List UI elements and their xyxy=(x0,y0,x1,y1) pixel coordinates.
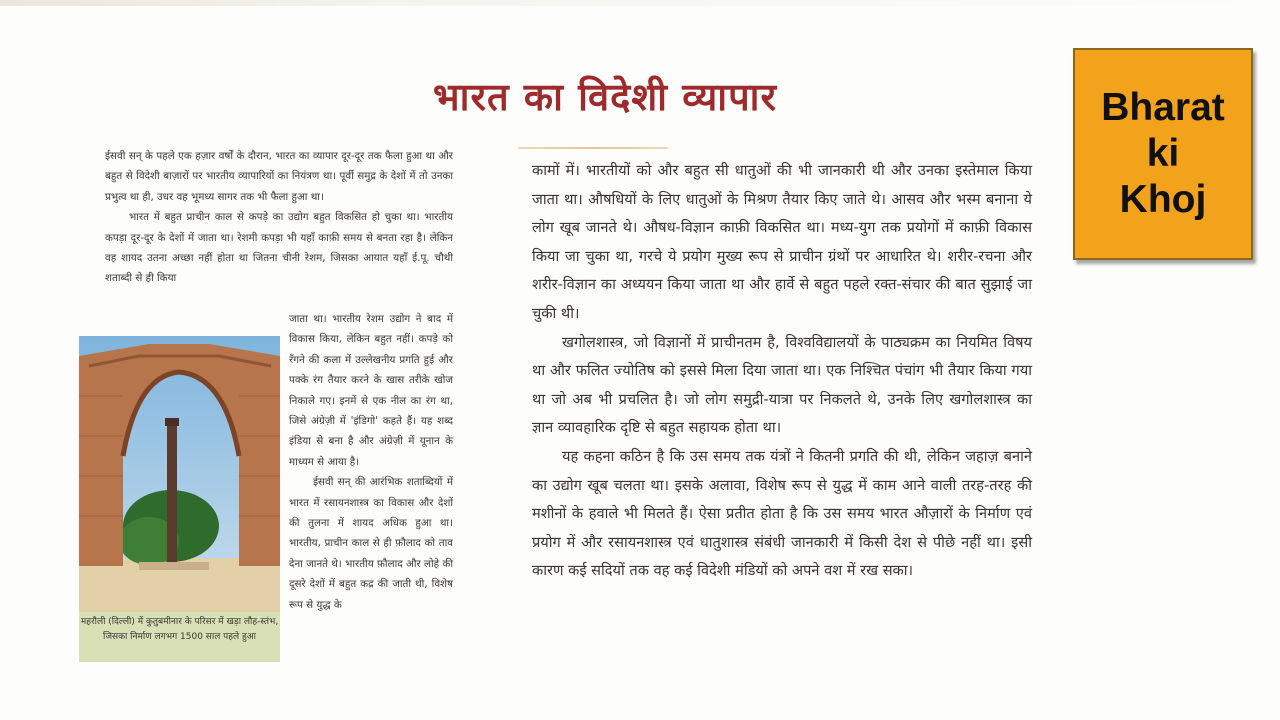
right-paragraph-2: खगोलशास्त्र, जो विज्ञानों में प्राचीनतम है, विश्वविद्यालयों के पाठ्यक्रम का नियमित विषय था और फलित ज्योतिष को इससे मिला दिया जाता था। एक निश्चित पंचांग भी तैयार किया गया था जो अब भी प्रचलित है। जो लोग समुद्री-यात्रा पर निकलते थे, उनके लिए खगोलशास्त्र का ज्ञान व्यावहारिक दृष्टि से बहुत सहायक होता था। xyxy=(532,333,1032,437)
left-column-wrap-text xyxy=(289,309,453,615)
iron-pillar-photo xyxy=(79,336,280,612)
left-paragraph-2-continued: जाता था। भारतीय रेशम उद्योग ने बाद में विकास किया, लेकिन बहुत नहीं। कपड़े को रँगने की कला में उल्लेखनीय प्रगति हुई और पक्के रंग तैयार करने के खास तरीके खोज निकाले गए। इनमें से एक नील का रंग था, जिसे अंग्रेज़ी में 'इंडिगो' कहते हैं। यह शब्द इंडिया से बना है और अंग्रेज़ी में यूनान के माध्यम से आया है। xyxy=(289,313,453,468)
column-divider xyxy=(518,147,668,149)
left-column-text xyxy=(105,146,453,289)
badge-line-1: Bharat xyxy=(1101,86,1225,129)
page-title: भारत का विदेशी व्यापार xyxy=(432,75,778,119)
badge-line-2: ki xyxy=(1146,132,1180,175)
image-caption: महरौली (दिल्ली) में कुतुबमीनार के परिसर में खड़ा लौह-स्तंभ, जिसका निर्माण लगभग 1500 साल पहले हुआ xyxy=(79,612,280,662)
top-edge-strip xyxy=(0,0,1280,6)
bharat-ki-khoj-badge xyxy=(1073,48,1253,260)
right-column-text xyxy=(532,157,1032,586)
left-paragraph-2: भारत में बहुत प्राचीन काल से कपड़े का उद्योग बहुत विकसित हो चुका था। भारतीय कपड़ा दूर-दूर के देशों में जाता था। रेशमी कपड़ा भी यहाँ काफ़ी समय से बनता रहा है। लेकिन वह शायद उतना अच्छा नहीं होता था जितना चीनी रेशम, जिसका आयात यहाँ ई.पू. चौथी शताब्दी से ही किया xyxy=(105,211,453,285)
left-paragraph-3: ईसवी सन् की आरंभिक शताब्दियों में भारत में रसायनशास्त्र का विकास और देशों की तुलना में शायद अधिक हुआ था। भारतीय, प्राचीन काल से ही फ़ौलाद को ताव देना जानते थे। भारतीय फ़ौलाद और लोहे की दूसरे देशों में बहुत कद्र की जाती थी, विशेष रूप से युद्ध के xyxy=(289,476,453,611)
left-paragraph-1: ईसवी सन् के पहले एक हज़ार वर्षों के दौरान, भारत का व्यापार दूर-दूर तक फैला हुआ था और बहुत से विदेशी बाज़ारों पर भारतीय व्यापारियों का नियंत्रण था। पूर्वी समुद्र के देशों में तो उनका प्रभुत्व था ही, उधर वह भूमध्य सागर तक भी फैला हुआ था। xyxy=(105,150,453,203)
right-paragraph-1: कामों में। भारतीयों को और बहुत सी धातुओं की भी जानकारी थी और उनका इस्तेमाल किया जाता था। औषधियों के लिए धातुओं के मिश्रण तैयार किए जाते थे। आसव और भस्म बनाना ये लोग खूब जानते थे। औषध-विज्ञान काफ़ी विकसित था। मध्य-युग तक प्रयोगों में काफ़ी विकास किया जा चुका था, गरचे ये प्रयोग मुख्य रूप से प्राचीन ग्रंथों पर आधारित थे। शरीर-रचना और शरीर-विज्ञान का अध्ययन किया जाता था और हार्वे से बहुत पहले रक्त-संचार की बात सुझाई जा चुकी थी। xyxy=(532,162,1032,322)
badge-line-3: Khoj xyxy=(1119,178,1207,221)
right-paragraph-3: यह कहना कठिन है कि उस समय तक यंत्रों ने कितनी प्रगति की थी, लेकिन जहाज़ बनाने का उद्योग खूब चलता था। इसके अलावा, विशेष रूप से युद्ध में काम आने वाली तरह-तरह की मशीनों के हवाले भी मिलते हैं। ऐसा प्रतीत होता है कि उस समय भारत औज़ारों के निर्माण एवं प्रयोग में और रसायनशास्त्र एवं धातुशास्त्र संबंधी जानकारी में किसी देश से पीछे नहीं था। इसी कारण कई सदियों तक वह कई विदेशी मंडियों को अपने वश में रख सका। xyxy=(532,447,1032,580)
